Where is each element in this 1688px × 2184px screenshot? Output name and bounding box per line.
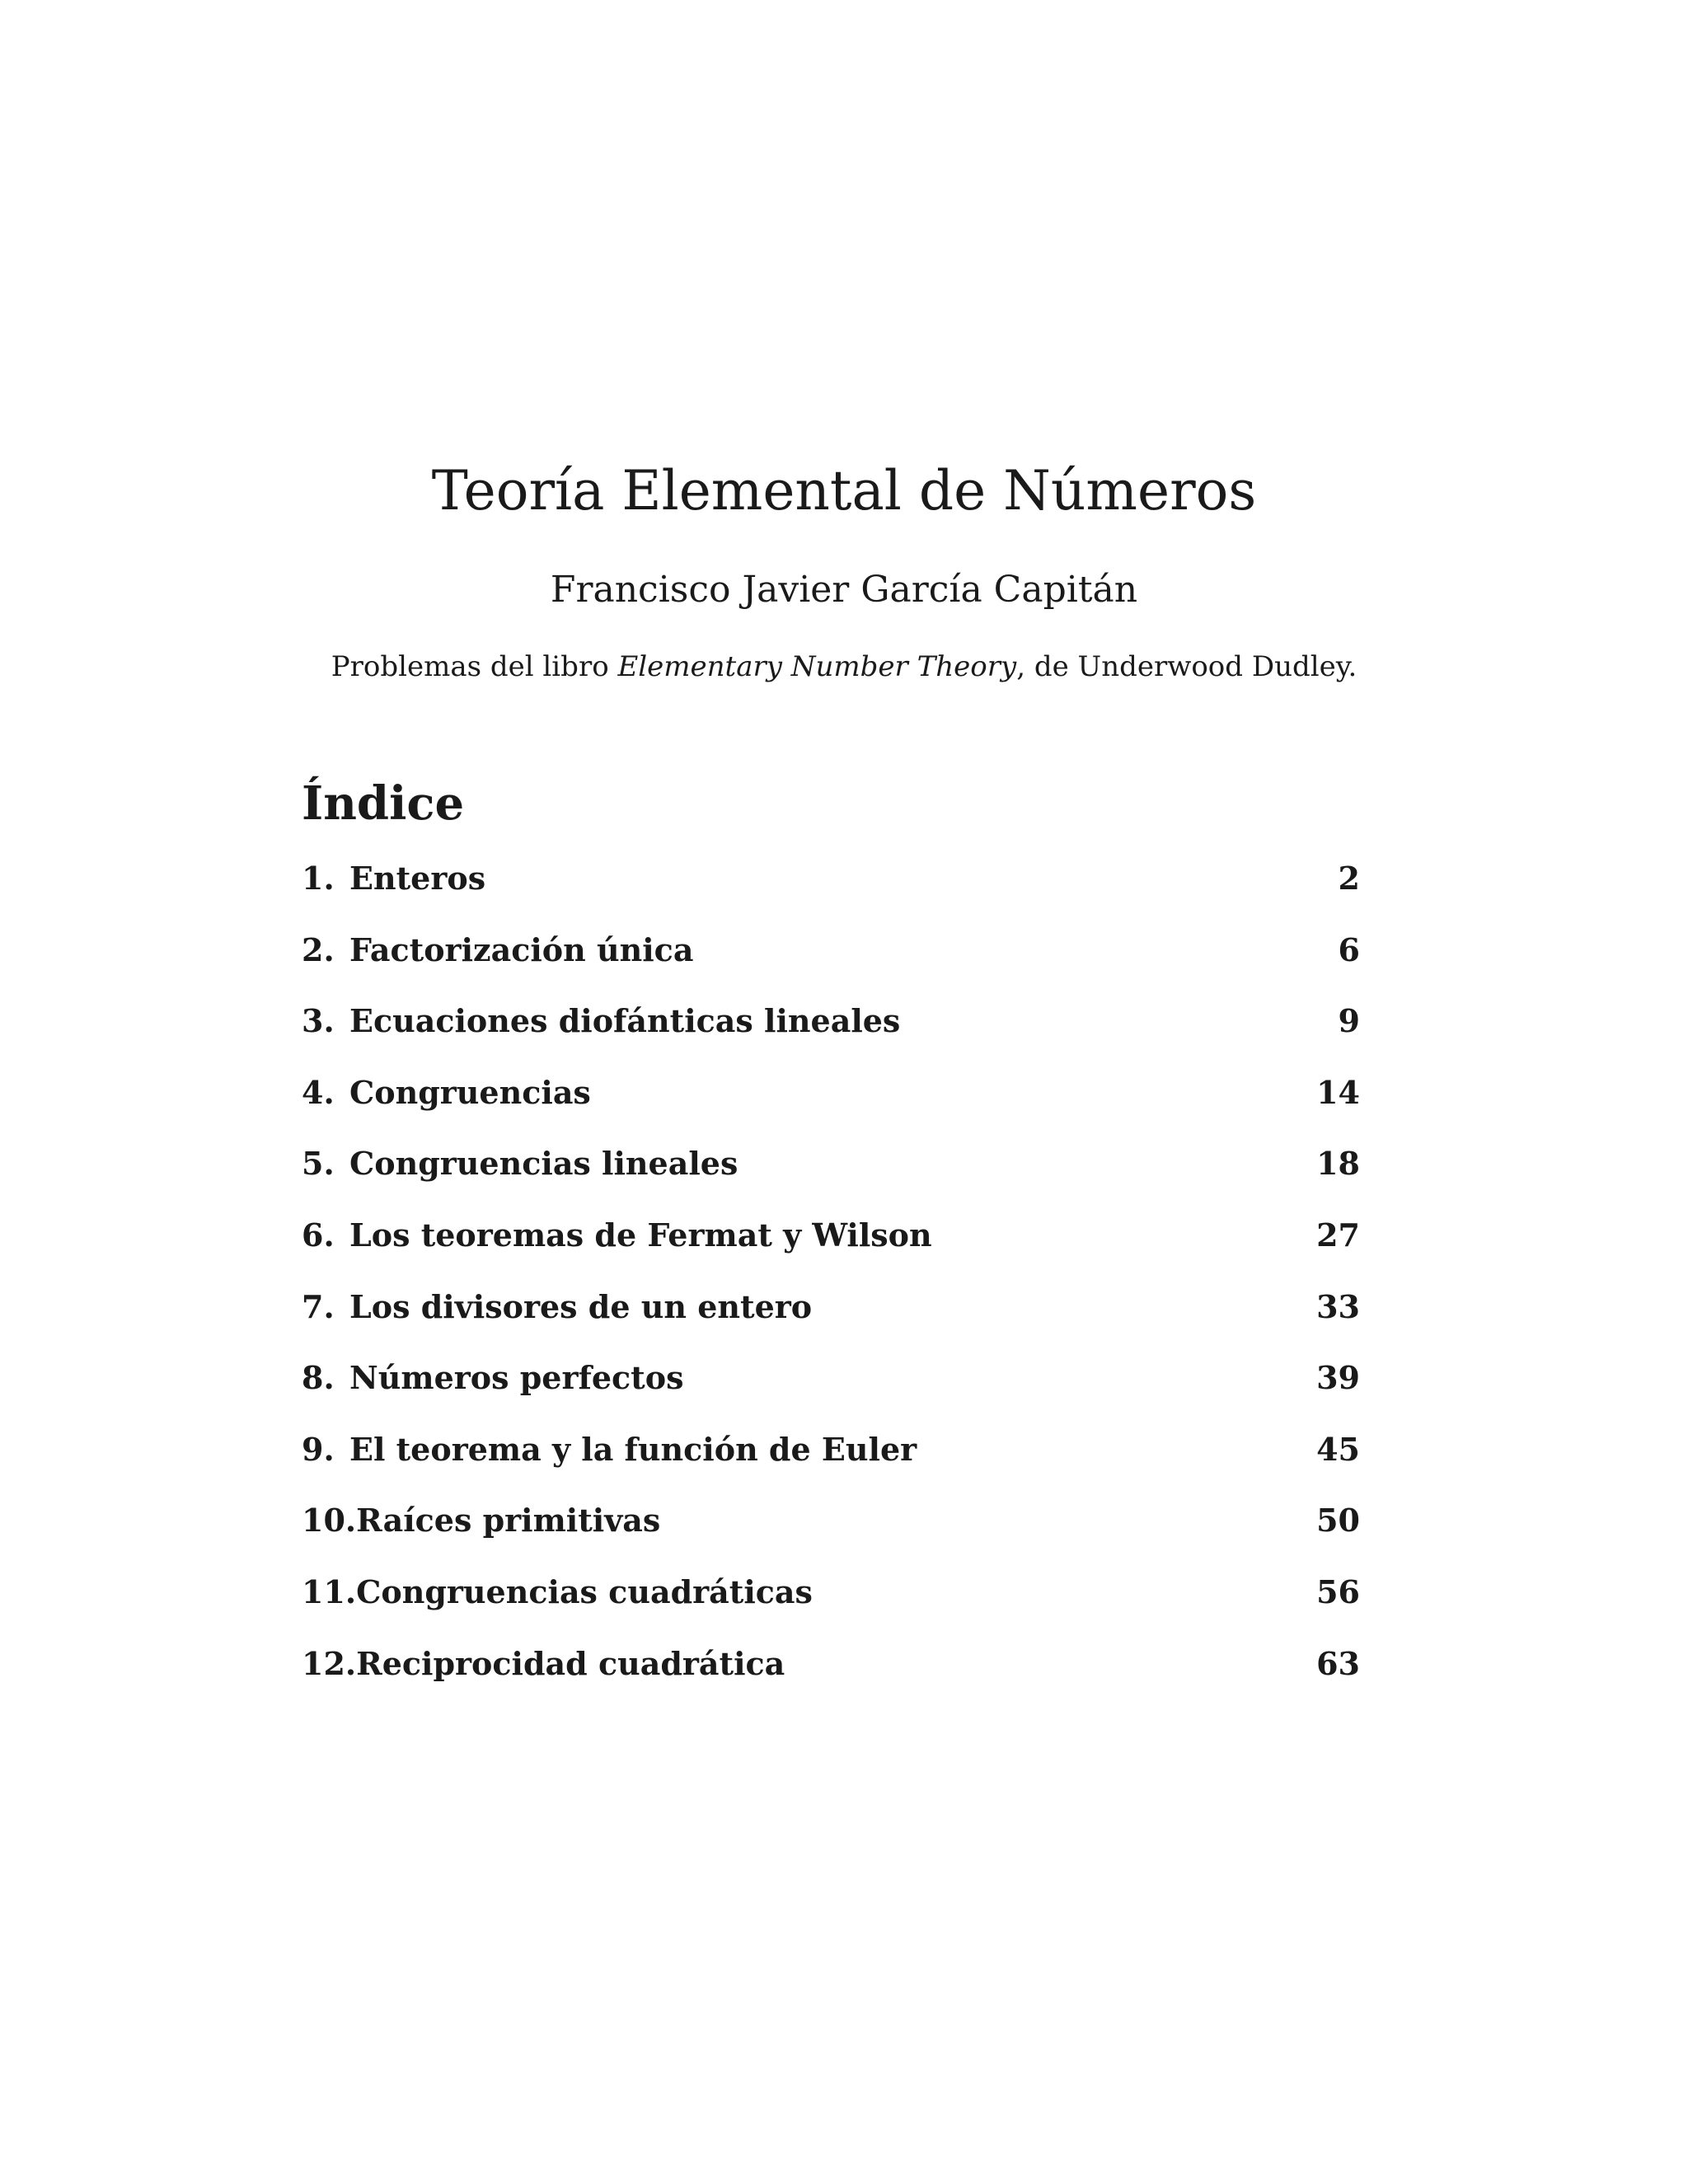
toc-entry-label: Raíces primitivas	[356, 1502, 661, 1540]
table-of-contents	[302, 857, 1360, 1713]
toc-entry-page: 9	[1338, 1002, 1360, 1040]
toc-entry-number: 10.	[302, 1502, 357, 1540]
toc-entry-label: Reciprocidad cuadrática	[356, 1644, 785, 1682]
toc-entry-label: Congruencias	[349, 1073, 591, 1111]
toc-entry-label: Los teoremas de Fermat y Wilson	[349, 1216, 932, 1254]
document-subtitle	[0, 648, 1688, 686]
toc-entry-number: 8.	[302, 1359, 335, 1397]
toc-entry-number: 3.	[302, 1002, 335, 1040]
toc-entry[interactable]	[302, 1142, 1360, 1214]
toc-entry-number: 5.	[302, 1145, 335, 1183]
toc-entry-number: 12.	[302, 1644, 357, 1682]
toc-entry-number: 4.	[302, 1073, 335, 1111]
toc-entry-page: 45	[1316, 1430, 1360, 1468]
toc-entry[interactable]	[302, 1000, 1360, 1071]
toc-entry[interactable]	[302, 1571, 1360, 1643]
toc-entry[interactable]	[302, 1286, 1360, 1357]
toc-entry-page: 14	[1316, 1073, 1360, 1111]
subtitle-suffix: , de Underwood Dudley.	[1016, 650, 1357, 683]
document-author: Francisco Javier García Capitán	[550, 569, 1138, 611]
toc-entry-page: 6	[1338, 930, 1360, 968]
toc-entry-number: 9.	[302, 1430, 335, 1468]
toc-entry[interactable]	[302, 1643, 1360, 1714]
document-title: Teoría Elemental de Números	[431, 459, 1257, 523]
toc-entry-number: 11.	[302, 1572, 357, 1610]
toc-entry[interactable]	[302, 929, 1360, 1001]
toc-entry-label: Los divisores de un entero	[349, 1287, 813, 1325]
subtitle-prefix: Problemas del libro	[331, 650, 618, 683]
toc-entry[interactable]	[302, 857, 1360, 929]
toc-entry[interactable]	[302, 1214, 1360, 1286]
toc-entry-page: 2	[1338, 860, 1360, 897]
book-title: Elementary Number Theory	[617, 650, 1017, 683]
toc-entry[interactable]	[302, 1357, 1360, 1428]
toc-entry-label: Ecuaciones diofánticas lineales	[349, 1002, 901, 1040]
toc-entry-label: Números perfectos	[349, 1359, 684, 1397]
toc-entry[interactable]	[302, 1071, 1360, 1143]
toc-entry-label: El teorema y la función de Euler	[349, 1430, 917, 1468]
toc-entry-label: Congruencias cuadráticas	[356, 1572, 813, 1610]
toc-entry-page: 39	[1316, 1359, 1360, 1397]
toc-entry-number: 7.	[302, 1287, 335, 1325]
toc-entry-label: Enteros	[349, 860, 486, 897]
toc-entry-label: Congruencias lineales	[349, 1145, 738, 1183]
toc-entry-number: 2.	[302, 930, 335, 968]
toc-entry-number: 6.	[302, 1216, 335, 1254]
toc-entry-page: 33	[1316, 1287, 1360, 1325]
toc-heading: Índice	[302, 776, 465, 831]
toc-entry[interactable]	[302, 1499, 1360, 1571]
toc-entry[interactable]	[302, 1428, 1360, 1500]
toc-entry-page: 56	[1316, 1572, 1360, 1610]
toc-entry-number: 1.	[302, 860, 335, 897]
toc-entry-page: 50	[1316, 1502, 1360, 1540]
toc-entry-page: 27	[1316, 1216, 1360, 1254]
toc-entry-label: Factorización única	[349, 930, 694, 968]
toc-entry-page: 63	[1316, 1644, 1360, 1682]
toc-entry-page: 18	[1316, 1145, 1360, 1183]
